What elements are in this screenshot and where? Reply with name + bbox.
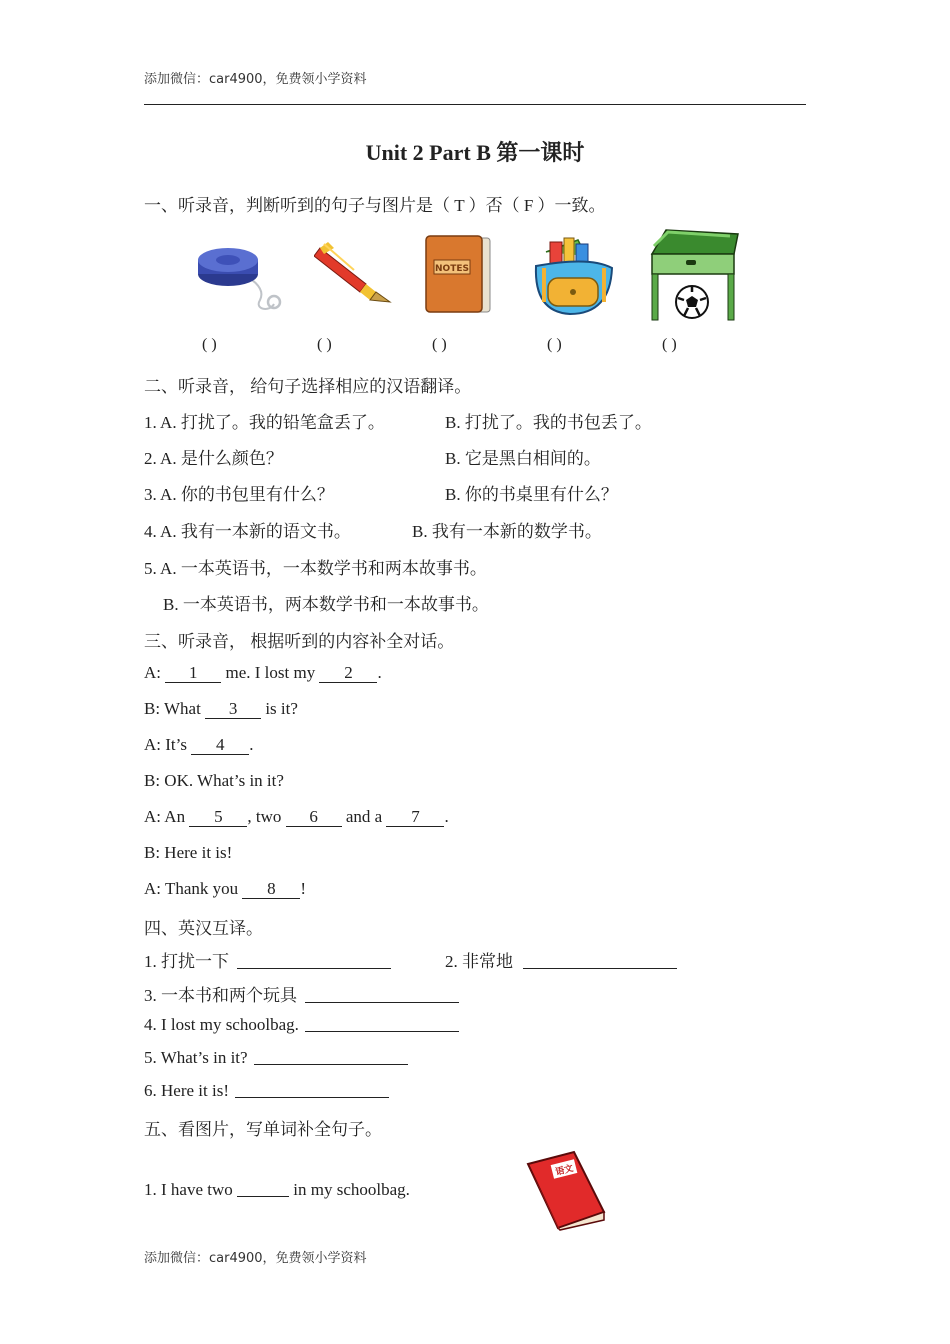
picture-blank-1 xyxy=(237,1180,289,1197)
pen-icon xyxy=(314,240,392,304)
translate-blank-4 xyxy=(305,1015,459,1032)
dialog-line-7: A: Thank you 8 ! xyxy=(144,879,307,898)
section5-heading: 五、看图片，写单词补全句子。 xyxy=(144,1120,382,1139)
answer-paren-1: ( ) xyxy=(202,336,217,353)
section1-heading: 一、听录音，判断听到的句子与图片是（ T ）否（ F ）一致。 xyxy=(144,196,606,215)
translate-item-6: 6. Here it is! xyxy=(144,1081,389,1101)
answer-paren-4: ( ) xyxy=(547,336,562,353)
s2-item1-a: 1. A. 打扰了。我的铅笔盒丢了。 xyxy=(144,413,385,432)
s2-item2-b: B. 它是黑白相间的。 xyxy=(445,449,601,468)
blank-6: 6 xyxy=(286,808,342,827)
notebook-icon xyxy=(422,234,494,316)
s2-item4-a: 4. A. 我有一本新的语文书。 xyxy=(144,522,351,541)
translate-blank-2 xyxy=(523,952,677,969)
translate-item-4: 4. I lost my schoolbag. xyxy=(144,1015,459,1035)
schoolbag-icon xyxy=(530,232,622,318)
translate-blank-3 xyxy=(305,986,459,1003)
desk-with-ball-icon xyxy=(646,228,740,322)
chinese-book-icon xyxy=(524,1150,608,1232)
dialog-line-5: A: An 5 , two 6 and a 7 . xyxy=(144,807,449,826)
book-cover-label: 语文 xyxy=(554,1163,575,1178)
translate-blank-1 xyxy=(237,952,391,969)
translate-item-2: 2. 非常地 xyxy=(445,947,677,972)
s2-item1-b: B. 打扰了。我的书包丢了。 xyxy=(445,413,652,432)
section2-heading: 二、听录音， 给句子选择相应的汉语翻译。 xyxy=(144,377,472,396)
dialog-line-4: B: OK. What’s in it? xyxy=(144,771,284,790)
translate-item-3: 3. 一本书和两个玩具 xyxy=(144,981,459,1006)
page-title: Unit 2 Part B 第一课时 xyxy=(365,140,585,165)
dialog-line-2: B: What 3 is it? xyxy=(144,699,298,718)
translate-blank-6 xyxy=(235,1081,389,1098)
blank-5: 5 xyxy=(189,808,247,827)
picture-question-1: 1. I have two in my schoolbag. xyxy=(144,1180,410,1199)
blank-2: 2 xyxy=(319,664,377,683)
answer-paren-3: ( ) xyxy=(432,336,447,353)
translate-item-1: 1. 打扰一下 xyxy=(144,947,391,972)
yoyo-icon xyxy=(196,236,286,314)
dialog-line-6: B: Here it is! xyxy=(144,843,233,862)
section4-heading: 四、英汉互译。 xyxy=(144,919,263,938)
s2-item3-b: B. 你的书桌里有什么？ xyxy=(445,485,618,504)
s2-item5-a: 5. A. 一本英语书，一本数学书和两本故事书。 xyxy=(144,559,487,578)
s2-item3-a: 3. A. 你的书包里有什么？ xyxy=(144,485,334,504)
blank-1: 1 xyxy=(165,664,221,683)
translate-item-5: 5. What’s in it? xyxy=(144,1048,408,1068)
translate-blank-5 xyxy=(254,1048,408,1065)
blank-3: 3 xyxy=(205,700,261,719)
answer-paren-2: ( ) xyxy=(317,336,332,353)
dialog-line-3: A: It’s 4 . xyxy=(144,735,254,754)
blank-7: 7 xyxy=(386,808,444,827)
header-note: 添加微信：car4900，免费领小学资料 xyxy=(144,72,367,87)
section3-heading: 三、听录音， 根据听到的内容补全对话。 xyxy=(144,632,455,651)
answer-paren-5: ( ) xyxy=(662,336,677,353)
blank-8: 8 xyxy=(242,880,300,899)
s2-item5-b: B. 一本英语书，两本数学书和一本故事书。 xyxy=(163,595,489,614)
footer-note: 添加微信：car4900，免费领小学资料 xyxy=(144,1251,367,1266)
header-rule xyxy=(144,104,806,105)
s2-item4-b: B. 我有一本新的数学书。 xyxy=(412,522,602,541)
s2-item2-a: 2. A. 是什么颜色？ xyxy=(144,449,283,468)
dialog-line-1: A: 1 me. I lost my 2 . xyxy=(144,663,382,682)
blank-4: 4 xyxy=(191,736,249,755)
notebook-label: NOTES xyxy=(435,264,469,274)
